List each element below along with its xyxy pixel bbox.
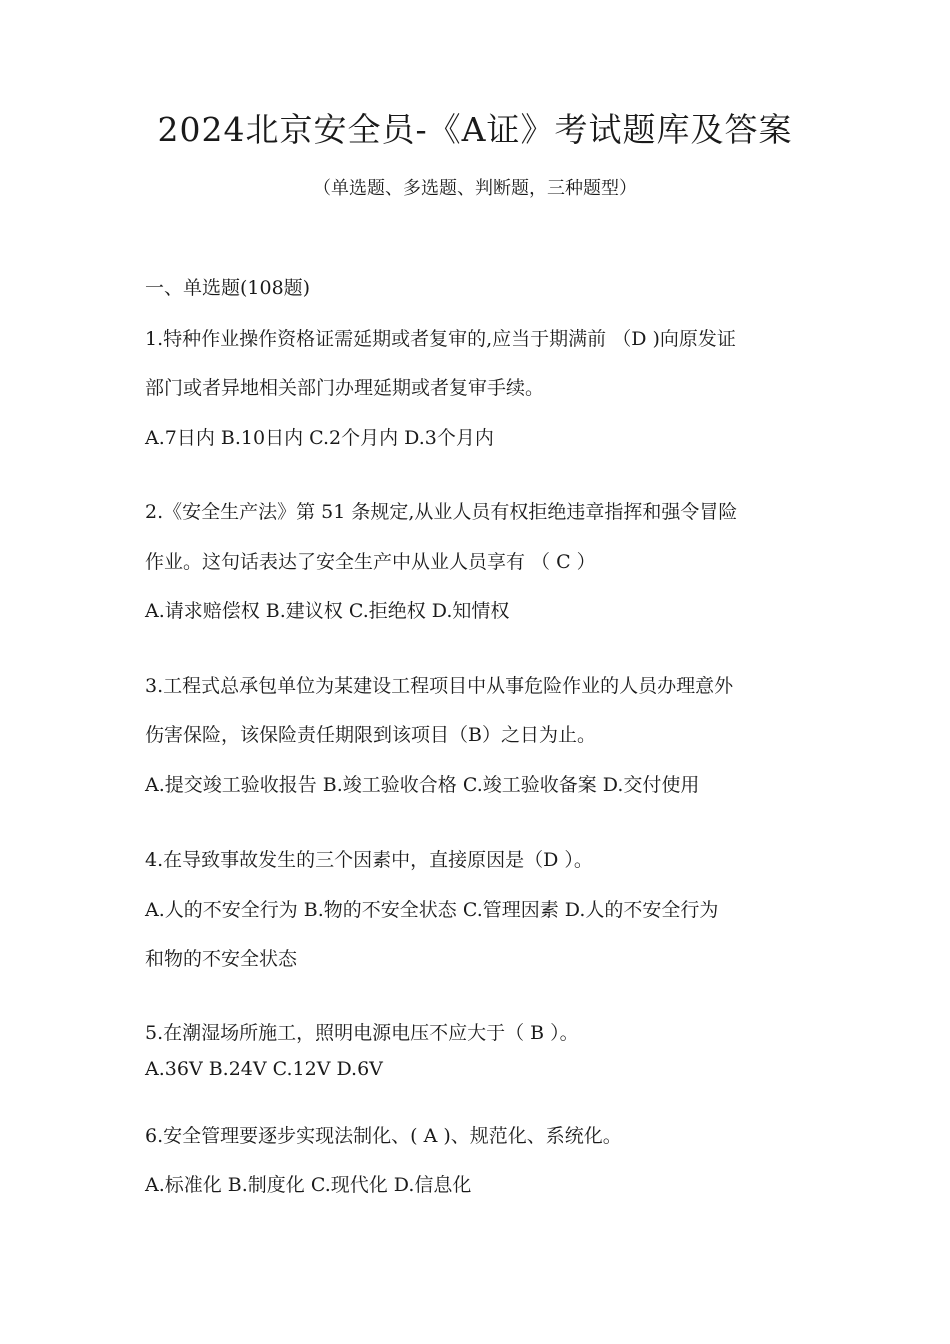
question-4-line-1: 4.在导致事故发生的三个因素中，直接原因是（D ）。 [145, 849, 593, 871]
question-2-line-1: 2.《安全生产法》第 51 条规定,从业人员有权拒绝违章指挥和强令冒险 [145, 501, 738, 523]
question-5-options: A.36V B.24V C.12V D.6V [145, 1058, 383, 1080]
question-4-options-line-2: 和物的不安全状态 [145, 948, 298, 970]
document-subtitle: （单选题、多选题、判断题，三种题型） [313, 178, 637, 199]
question-6-line-1: 6.安全管理要逐步实现法制化、( A )、规范化、系统化。 [145, 1125, 622, 1147]
question-1-line-1: 1.特种作业操作资格证需延期或者复审的,应当于期满前 （D )向原发证 [145, 328, 736, 350]
question-3-options: A.提交竣工验收报告 B.竣工验收合格 C.竣工验收备案 D.交付使用 [145, 774, 700, 796]
question-1-line-2: 部门或者异地相关部门办理延期或者复审手续。 [145, 377, 545, 399]
question-3-line-2: 伤害保险，该保险责任期限到该项目（B）之日为止。 [145, 724, 596, 746]
question-1-options: A.7日内 B.10日内 C.2个月内 D.3个月内 [145, 427, 494, 449]
question-2-line-2: 作业。这句话表达了安全生产中从业人员享有 （ C ） [145, 551, 596, 573]
question-4-options-line-1: A.人的不安全行为 B.物的不安全状态 C.管理因素 D.人的不安全行为 [145, 899, 719, 921]
question-2-options: A.请求赔偿权 B.建议权 C.拒绝权 D.知情权 [145, 600, 510, 622]
question-6-options: A.标准化 B.制度化 C.现代化 D.信息化 [145, 1174, 472, 1196]
question-3-line-1: 3.工程式总承包单位为某建设工程项目中从事危险作业的人员办理意外 [145, 675, 734, 697]
question-5-line-1: 5.在潮湿场所施工，照明电源电压不应大于（ B ）。 [145, 1022, 579, 1044]
section-heading: 一、单选题(108题) [145, 277, 311, 299]
document-title: 2024北京安全员-《A证》考试题库及答案 [157, 110, 793, 149]
